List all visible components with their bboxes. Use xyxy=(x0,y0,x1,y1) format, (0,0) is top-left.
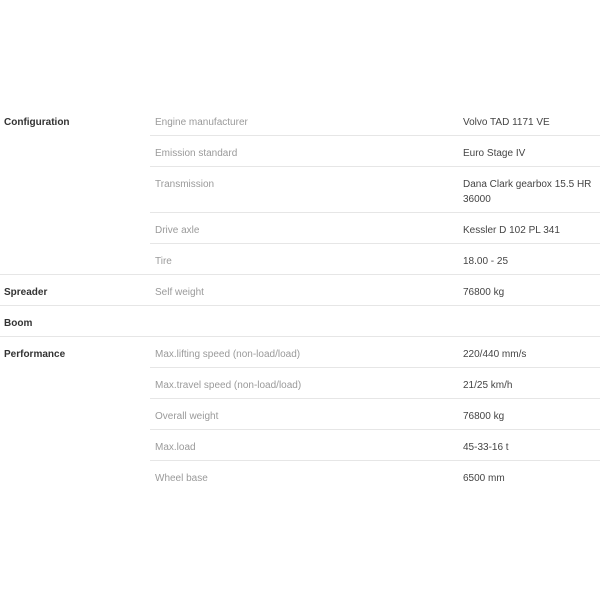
spec-name: Tire xyxy=(155,256,172,267)
spec-value: Euro Stage IV xyxy=(463,148,526,159)
section-rows xyxy=(150,337,600,491)
spec-row xyxy=(150,167,600,213)
spec-row xyxy=(150,244,600,274)
section-boom xyxy=(0,306,600,337)
section-rows xyxy=(150,275,600,305)
section-configuration xyxy=(0,105,600,275)
spec-value: 45-33-16 t xyxy=(463,442,509,453)
section-rows xyxy=(150,105,600,274)
spec-row xyxy=(150,399,600,430)
spec-row xyxy=(150,337,600,368)
section-spreader xyxy=(0,275,600,306)
spec-name: Emission standard xyxy=(155,148,238,159)
section-label: Boom xyxy=(4,318,33,329)
spec-value: 76800 kg xyxy=(463,287,505,298)
spec-name: Max.travel speed (non-load/load) xyxy=(155,380,302,391)
spec-row xyxy=(150,430,600,461)
spec-value: 21/25 km/h xyxy=(463,380,513,391)
spec-name: Overall weight xyxy=(155,411,219,422)
spec-value: 18.00 - 25 xyxy=(463,256,509,267)
section-label: Configuration xyxy=(4,117,70,128)
spec-name: Engine manufacturer xyxy=(155,117,248,128)
spec-row xyxy=(150,213,600,244)
spec-table xyxy=(0,105,600,491)
spec-name: Wheel base xyxy=(155,473,208,484)
spec-name: Self weight xyxy=(155,287,204,298)
spec-row xyxy=(150,368,600,399)
spec-value: Dana Clark gearbox 15.5 HR 36000 xyxy=(463,179,592,205)
spec-name: Transmission xyxy=(155,179,215,190)
section-rows xyxy=(150,306,600,336)
spec-value: Volvo TAD 1171 VE xyxy=(463,117,550,128)
spec-row xyxy=(150,275,600,305)
section-label: Performance xyxy=(4,349,66,360)
spec-value: 220/440 mm/s xyxy=(463,349,527,360)
spec-value: Kessler D 102 PL 341 xyxy=(463,225,560,236)
spec-row xyxy=(150,105,600,136)
section-label: Spreader xyxy=(4,287,48,298)
spec-row xyxy=(150,136,600,167)
spec-value: 6500 mm xyxy=(463,473,505,484)
spec-name: Max.load xyxy=(155,442,196,453)
spec-name: Drive axle xyxy=(155,225,200,236)
spec-value: 76800 kg xyxy=(463,411,505,422)
spec-name: Max.lifting speed (non-load/load) xyxy=(155,349,301,360)
section-performance xyxy=(0,337,600,491)
spec-row xyxy=(150,461,600,491)
